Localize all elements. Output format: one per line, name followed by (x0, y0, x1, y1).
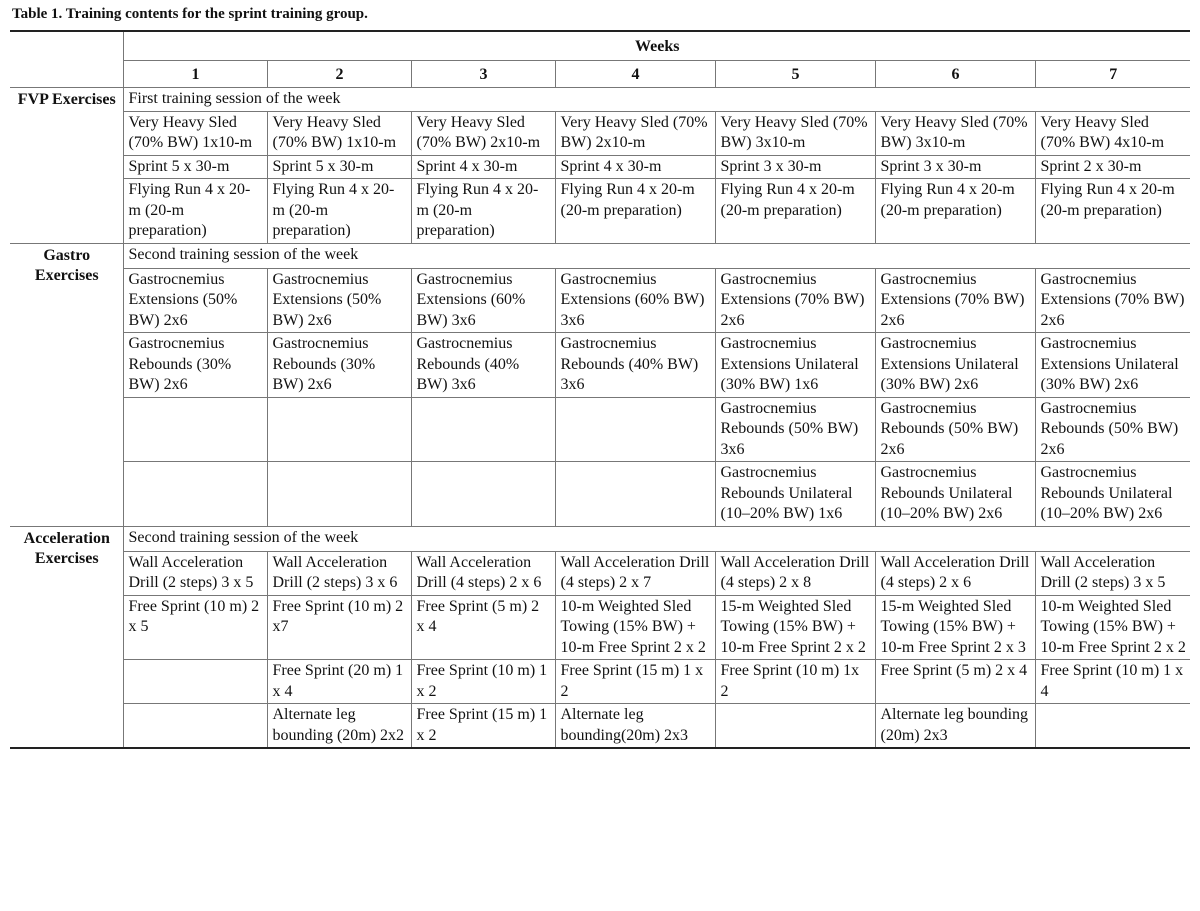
table-cell: 15-m Weighted Sled Towing (15% BW) + 10-m Free Sprint 2 x 2 (715, 595, 875, 660)
table-body (10, 87, 1190, 748)
table-cell: Sprint 4 x 30-m (411, 155, 555, 179)
table-cell: Flying Run 4 x 20-m (20-m preparation) (555, 179, 715, 244)
table-cell: Gastrocnemius Rebounds (50% BW) 3x6 (715, 397, 875, 462)
table-cell: Alternate leg bounding(20m) 2x3 (555, 704, 715, 749)
week-number-3: 3 (411, 60, 555, 87)
table-cell: Free Sprint (15 m) 1 x 2 (555, 660, 715, 704)
table-row (10, 462, 1190, 527)
gastro-session-row (10, 243, 1190, 268)
table-cell: Gastrocnemius Extensions Unilateral (30% BW) 2x6 (875, 333, 1035, 398)
table-cell (123, 704, 267, 749)
table-cell: Free Sprint (10 m) 1 x 2 (411, 660, 555, 704)
table-cell (411, 397, 555, 462)
table-cell: Alternate leg bounding (20m) 2x3 (875, 704, 1035, 749)
table-cell: Sprint 2 x 30-m (1035, 155, 1190, 179)
table-cell (267, 462, 411, 527)
table-cell: Gastrocnemius Extensions (50% BW) 2x6 (123, 268, 267, 333)
table-row (10, 268, 1190, 333)
table-cell (555, 462, 715, 527)
table-cell: Free Sprint (20 m) 1 x 4 (267, 660, 411, 704)
table-cell: Very Heavy Sled (70% BW) 1x10-m (267, 111, 411, 155)
week-number-1: 1 (191, 65, 200, 83)
table-cell: Sprint 3 x 30-m (715, 155, 875, 179)
table-cell: Free Sprint (5 m) 2 x 4 (411, 595, 555, 660)
table-cell: Gastrocnemius Rebounds (30% BW) 2x6 (123, 333, 267, 398)
accel-session-row (10, 526, 1190, 551)
table-cell: Gastrocnemius Extensions (70% BW) 2x6 (1035, 268, 1190, 333)
table-cell: Sprint 5 x 30-m (123, 155, 267, 179)
table-cell: Very Heavy Sled (70% BW) 2x10-m (411, 111, 555, 155)
table-cell: 15-m Weighted Sled Towing (15% BW) + 10-m Free Sprint 2 x 3 (875, 595, 1035, 660)
table-cell: Free Sprint (10 m) 1x 2 (715, 660, 875, 704)
table-cell: Wall Acceleration Drill (4 steps) 2 x 6 (875, 551, 1035, 595)
table-cell: 10-m Weighted Sled Towing (15% BW) + 10-m Free Sprint 2 x 2 (1035, 595, 1190, 660)
table-cell: Free Sprint (10 m) 2 x 5 (123, 595, 267, 660)
table-cell (555, 397, 715, 462)
table-cell: Flying Run 4 x 20-m (20-m preparation) (715, 179, 875, 244)
table-cell: Gastrocnemius Extensions (60% BW) 3x6 (411, 268, 555, 333)
week-number-4: 4 (555, 60, 715, 87)
table-cell: Gastrocnemius Rebounds Unilateral (10–20% BW) 2x6 (875, 462, 1035, 527)
table-cell: Free Sprint (10 m) 2 x7 (267, 595, 411, 660)
table-cell: Wall Acceleration Drill (2 steps) 3 x 5 (123, 551, 267, 595)
table-cell: Wall Acceleration Drill (4 steps) 2 x 7 (555, 551, 715, 595)
table-cell: Gastrocnemius Extensions Unilateral (30% BW) 1x6 (715, 333, 875, 398)
table-cell (123, 660, 267, 704)
table-cell: Sprint 5 x 30-m (267, 155, 411, 179)
table-cell: Free Sprint (15 m) 1 x 2 (411, 704, 555, 749)
table-cell (1035, 704, 1190, 749)
table-cell: Very Heavy Sled (70% BW) 3x10-m (875, 111, 1035, 155)
accel-category-label: Acceleration Exercises (10, 526, 123, 748)
table-cell: Gastrocnemius Extensions (70% BW) 2x6 (715, 268, 875, 333)
table-row (10, 333, 1190, 398)
table-cell: Gastrocnemius Rebounds (50% BW) 2x6 (875, 397, 1035, 462)
table-cell: Gastrocnemius Rebounds (40% BW) 3x6 (555, 333, 715, 398)
week-number-7: 7 (1035, 60, 1190, 87)
fvp-category-label: FVP Exercises (10, 87, 123, 243)
table-cell: Wall Acceleration Drill (4 steps) 2 x 6 (411, 551, 555, 595)
table-cell: Flying Run 4 x 20-m (20-m preparation) (128, 181, 251, 239)
table-cell: Very Heavy Sled (70% BW) 1x10-m (123, 111, 267, 155)
table-cell: Gastrocnemius Extensions (50% BW) 2x6 (267, 268, 411, 333)
table-cell: Flying Run 4 x 20-m (20-m preparation) (267, 179, 411, 244)
table-row (10, 397, 1190, 462)
table-row (10, 704, 1190, 749)
gastro-category-label: Gastro Exercises (10, 243, 123, 526)
table-row (10, 660, 1190, 704)
table-cell: Free Sprint (5 m) 2 x 4 (875, 660, 1035, 704)
table-cell: Alternate leg bounding (20m) 2x2 (267, 704, 411, 749)
table-caption: Table 1. Training contents for the sprint training group. (12, 6, 368, 22)
table-cell: Sprint 3 x 30-m (875, 155, 1035, 179)
table-cell: Very Heavy Sled (70% BW) 4x10-m (1035, 111, 1190, 155)
table-cell: Very Heavy Sled (70% BW) 3x10-m (715, 111, 875, 155)
table-cell: Wall Acceleration Drill (2 steps) 3 x 6 (267, 551, 411, 595)
fvp-session-row (10, 87, 1190, 111)
table-cell: Flying Run 4 x 20-m (20-m preparation) (1035, 179, 1190, 244)
table-cell: Wall Acceleration Drill (2 steps) 3 x 5 (1035, 551, 1190, 595)
fvp-session-label: First training session of the week (123, 87, 1190, 111)
week-number-6: 6 (875, 60, 1035, 87)
table-cell: Gastrocnemius Rebounds Unilateral (10–20% BW) 1x6 (715, 462, 875, 527)
table-cell (267, 397, 411, 462)
week-number-5: 5 (715, 60, 875, 87)
table-row (10, 111, 1190, 155)
table-row (10, 551, 1190, 595)
week-number-row (10, 60, 1190, 87)
table-cell: Gastrocnemius Extensions (60% BW) 3x6 (555, 268, 715, 333)
table-row (10, 155, 1190, 179)
table-cell: 10-m Weighted Sled Towing (15% BW) + 10-m Free Sprint 2 x 2 (555, 595, 715, 660)
table-cell: Gastrocnemius Rebounds (40% BW) 3x6 (411, 333, 555, 398)
table-cell: Very Heavy Sled (70% BW) 2x10-m (555, 111, 715, 155)
table-cell (411, 462, 555, 527)
week-number-2: 2 (267, 60, 411, 87)
table-cell: Gastrocnemius Rebounds (50% BW) 2x6 (1035, 397, 1190, 462)
table-cell: Wall Acceleration Drill (4 steps) 2 x 8 (715, 551, 875, 595)
table-cell: Flying Run 4 x 20-m (20-m preparation) (875, 179, 1035, 244)
table-cell: Gastrocnemius Extensions Unilateral (30% BW) 2x6 (1035, 333, 1190, 398)
table-cell: Free Sprint (10 m) 1 x 4 (1035, 660, 1190, 704)
table-cell: Sprint 4 x 30-m (555, 155, 715, 179)
weeks-header: Weeks (123, 31, 1190, 60)
table-row (10, 595, 1190, 660)
table-cell: Gastrocnemius Rebounds Unilateral (10–20% BW) 2x6 (1035, 462, 1190, 527)
table-row (10, 179, 1190, 244)
table-cell (715, 704, 875, 749)
table-cell: Gastrocnemius Rebounds (30% BW) 2x6 (267, 333, 411, 398)
table-cell (123, 397, 267, 462)
accel-session-label: Second training session of the week (123, 526, 1190, 551)
training-table (10, 30, 1190, 749)
table-cell: Gastrocnemius Extensions (70% BW) 2x6 (875, 268, 1035, 333)
table-cell (123, 462, 267, 527)
table-cell: Flying Run 4 x 20-m (20-m preparation) (411, 179, 555, 244)
gastro-session-label: Second training session of the week (123, 243, 1190, 268)
